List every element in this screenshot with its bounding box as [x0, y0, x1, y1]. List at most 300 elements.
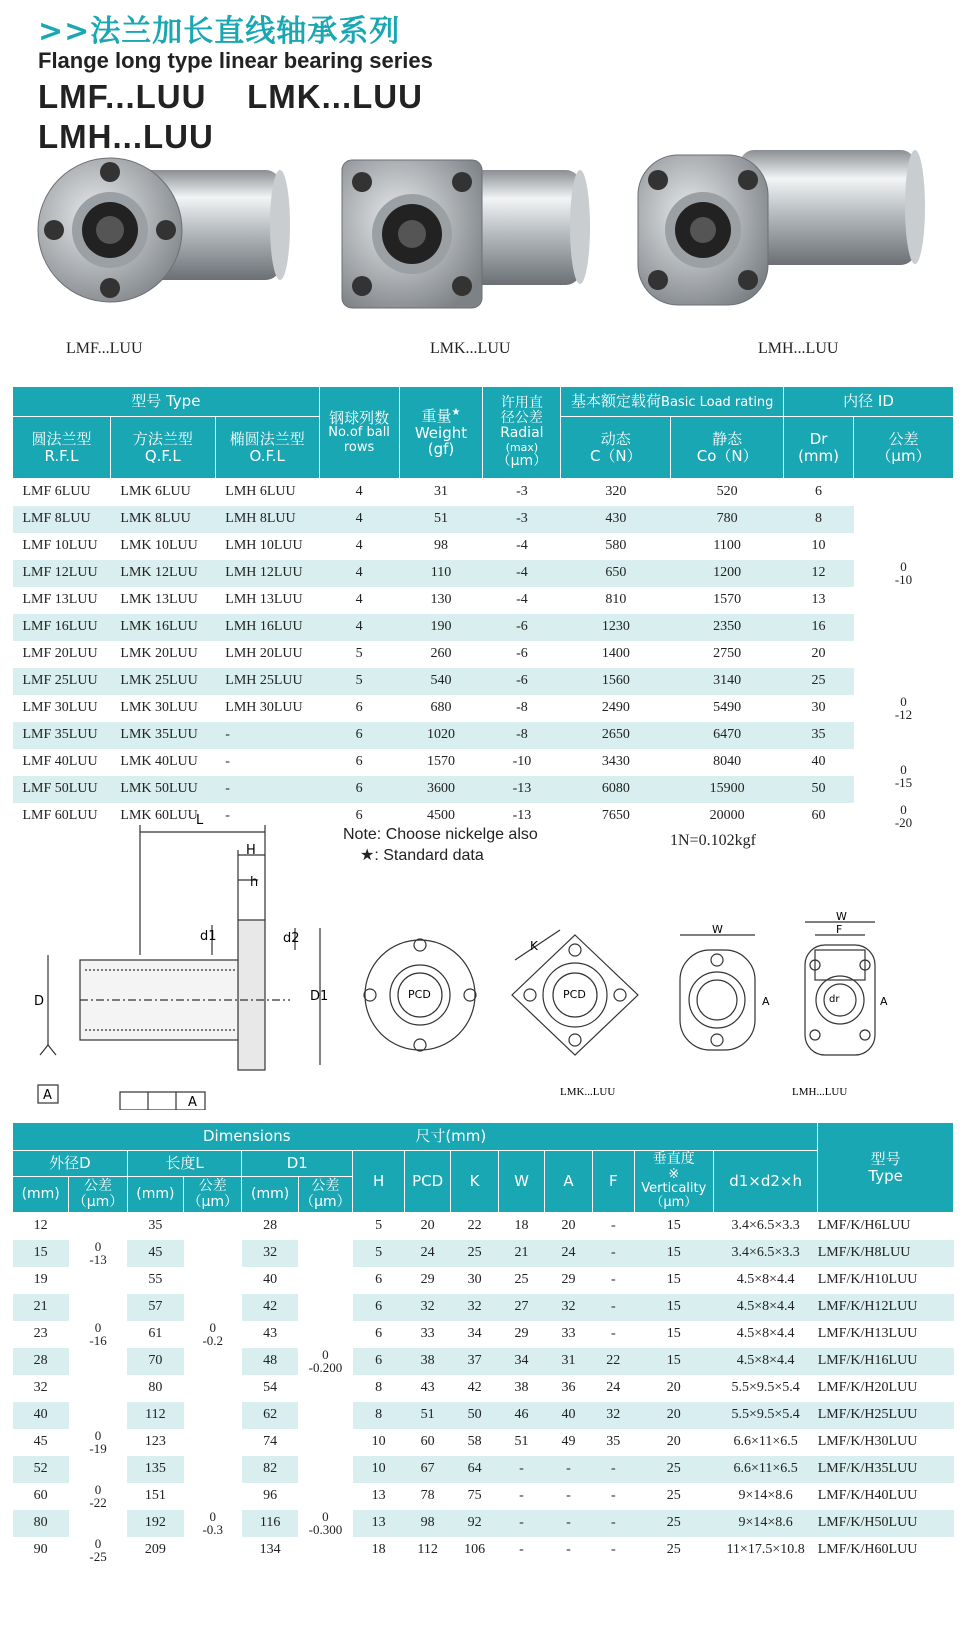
table-cell: 192 [127, 1510, 183, 1537]
dim-D: D [34, 994, 45, 1009]
table-cell: -13 [512, 808, 532, 823]
table-cell: - [610, 1326, 616, 1341]
table-cell: LMF/K/H35LUU [818, 1456, 954, 1483]
header-outer-dia: 外径D [13, 1151, 128, 1177]
table-cell: 51 [514, 1434, 529, 1449]
table-cell: 2490 [601, 700, 630, 715]
tolerance-cell [184, 1240, 242, 1267]
table-cell: 6 [355, 700, 363, 715]
table-cell: 29 [514, 1326, 529, 1341]
header-K: K [451, 1151, 499, 1213]
table-cell: LMF 12LUU [13, 560, 111, 587]
tolerance-cell [69, 1294, 127, 1321]
table-cell: 9×14×8.6 [738, 1488, 793, 1503]
table-cell: 24 [606, 1380, 621, 1395]
table-cell: LMK 16LUU [110, 614, 215, 641]
table-cell: 13 [811, 592, 826, 607]
lmf-product-image [30, 150, 290, 330]
dim-H: H [246, 843, 256, 858]
header-dimensions: Dimensions 尺寸(mm) [13, 1123, 818, 1151]
table-cell: 112 [127, 1402, 183, 1429]
table-cell: 37 [451, 1348, 499, 1375]
tolerance-cell: 0 -13 [69, 1240, 127, 1267]
table-cell: 24 [544, 1240, 592, 1267]
table-cell: 27 [499, 1294, 545, 1321]
table-cell: LMH 16LUU [215, 614, 319, 641]
table-cell: 32 [451, 1294, 499, 1321]
table-cell: - [519, 1488, 524, 1503]
table-cell: - [610, 1272, 616, 1287]
tolerance-cell [184, 1429, 242, 1456]
table-cell: 6470 [671, 722, 784, 749]
table-cell: - [610, 1488, 616, 1503]
table-cell: 1570 [713, 592, 742, 607]
table-cell: 6 [319, 722, 399, 749]
table-cell: 31 [433, 484, 448, 500]
table-cell: LMF/K/H12LUU [818, 1294, 954, 1321]
header-PCD: PCD [405, 1151, 451, 1213]
table-cell: 61 [148, 1326, 163, 1341]
header-d1-tol: 公差 （μm） [298, 1177, 352, 1213]
table-cell: 106 [464, 1542, 486, 1557]
table-cell: 60 [420, 1434, 435, 1449]
table-cell: 2750 [713, 646, 742, 661]
table-cell: LMK 8LUU [110, 506, 215, 533]
table-cell: 35 [148, 1218, 163, 1234]
table-cell: LMK 25LUU [110, 668, 215, 695]
table-cell: - [519, 1542, 524, 1557]
header-W: W [499, 1151, 545, 1213]
table-cell: 4 [319, 614, 399, 641]
table-cell: 4.5×8×4.4 [713, 1348, 817, 1375]
table-cell: 50 [784, 776, 854, 803]
datum-A-frame: A [188, 1095, 197, 1110]
tolerance-cell [298, 1456, 352, 1483]
table-cell: - [225, 754, 230, 769]
table-cell: 1400 [601, 646, 630, 661]
table-cell: LMF/K/H60LUU [817, 1542, 918, 1557]
table-cell: 55 [148, 1272, 163, 1287]
header-static: 静态 Co（N） [671, 417, 784, 479]
table-cell: 6 [375, 1326, 383, 1341]
table-cell: 116 [242, 1510, 298, 1537]
table-cell: 45 [127, 1240, 183, 1267]
table-cell: 22 [467, 1218, 482, 1234]
tolerance-cell [184, 1456, 242, 1483]
table-cell: 60 [33, 1488, 48, 1503]
table-cell: 13 [371, 1488, 386, 1503]
table-row [13, 1321, 954, 1348]
table-row [13, 695, 954, 722]
dim-A-side: A [880, 995, 888, 1008]
dim-h: h [250, 875, 259, 890]
table-cell: 2350 [671, 614, 784, 641]
caption-lmk: LMK...LUU [430, 340, 511, 357]
table-cell: -4 [483, 560, 561, 587]
table-cell: 18 [371, 1542, 386, 1557]
table-row [13, 506, 954, 533]
table-cell: 21 [499, 1240, 545, 1267]
dim-d1: d1 [200, 929, 217, 944]
table-cell: 10 [353, 1456, 405, 1483]
table-cell: LMF/K/H10LUU [817, 1272, 918, 1287]
table-cell: LMF/K/H50LUU [818, 1510, 954, 1537]
table-cell: 2650 [561, 722, 671, 749]
table-cell: 75 [467, 1488, 482, 1503]
tolerance-cell [298, 1402, 352, 1429]
header-type-2: 型号 Type [818, 1123, 954, 1213]
table-cell: LMK 60LUU [120, 808, 198, 823]
tolerance-cell: 0 -0.2 [184, 1321, 242, 1348]
table-cell: 7650 [601, 808, 630, 823]
table-cell: 82 [242, 1456, 298, 1483]
table-cell: 110 [399, 560, 483, 587]
table-cell: LMH 20LUU [225, 646, 303, 661]
tolerance-cell: 0 -0.200 [298, 1348, 352, 1375]
table-cell: 32 [405, 1294, 451, 1321]
tolerance-cell: 0 -20 [894, 802, 913, 830]
table-cell: 4 [319, 506, 399, 533]
table-cell: 50 [451, 1402, 499, 1429]
table-cell: 60 [811, 808, 826, 823]
table-cell: 43 [263, 1326, 278, 1341]
table-cell: - [544, 1510, 592, 1537]
pcd-label-square: PCD [563, 988, 586, 1001]
table-cell: 78 [420, 1488, 435, 1503]
table-cell: 25 [666, 1542, 681, 1557]
table-cell: 57 [127, 1294, 183, 1321]
table-cell: 16 [784, 614, 854, 641]
table-row [13, 587, 954, 614]
table-cell: 33 [420, 1326, 435, 1341]
table-cell: 190 [399, 614, 483, 641]
header-verticality: 垂直度 ※ Verticality （μm） [634, 1151, 713, 1213]
table-cell: LMF/K/H13LUU [817, 1326, 918, 1341]
header-od-tol: 公差 （μm） [69, 1177, 127, 1213]
table-cell: 4.5×8×4.4 [713, 1294, 817, 1321]
table-cell: 20 [420, 1218, 435, 1234]
table-cell: - [215, 776, 319, 803]
table-cell: 12 [33, 1218, 48, 1234]
tolerance-cell [298, 1537, 352, 1564]
table-cell: 32 [242, 1240, 298, 1267]
table-cell: 6 [353, 1294, 405, 1321]
table-row [13, 533, 954, 560]
table-cell: 58 [467, 1434, 482, 1449]
table-cell: 5 [355, 646, 363, 661]
table-row [13, 1294, 954, 1321]
lmk-product-image [330, 150, 590, 330]
tolerance-cell: 0 -0.3 [184, 1510, 242, 1537]
table-cell: - [592, 1294, 634, 1321]
table-cell: 13 [353, 1510, 405, 1537]
table-cell: 32 [33, 1380, 48, 1395]
table-cell: 5.5×9.5×5.4 [731, 1380, 800, 1395]
table-cell: 4.5×8×4.4 [736, 1272, 795, 1287]
table-cell: 24 [405, 1240, 451, 1267]
table-cell: 51 [405, 1402, 451, 1429]
tolerance-cell [69, 1267, 127, 1294]
table-cell: 4.5×8×4.4 [736, 1326, 795, 1341]
table-cell: LMF 8LUU [13, 506, 111, 533]
tolerance-cell [298, 1213, 352, 1240]
table-row [13, 1402, 954, 1429]
tolerance-cell [184, 1267, 242, 1294]
table-cell: - [499, 1456, 545, 1483]
table-cell: 20 [561, 1218, 576, 1234]
table-cell: 10 [811, 538, 826, 553]
table-cell: - [592, 1510, 634, 1537]
table-cell: 42 [242, 1294, 298, 1321]
dim-W-front: W [712, 923, 723, 936]
table-cell: 6 [375, 1272, 383, 1287]
header-H: H [353, 1151, 405, 1213]
table-cell: 15 [666, 1218, 681, 1234]
table-cell: LMH 13LUU [225, 592, 303, 607]
table-cell: LMF/K/H16LUU [818, 1348, 954, 1375]
table-cell: 135 [127, 1456, 183, 1483]
header-radial: 许用直 径公差 Radial (max) （μm） [483, 387, 561, 479]
table-cell: - [610, 1218, 616, 1234]
table-cell: LMK 6LUU [120, 484, 191, 500]
table-row [13, 1456, 954, 1483]
dimensions-table [12, 1122, 954, 1564]
table-cell: 25 [634, 1456, 713, 1483]
table-cell: 28 [263, 1218, 278, 1234]
tolerance-cell: 0 -25 [69, 1537, 127, 1564]
table-cell: 430 [561, 506, 671, 533]
tolerance-cell [69, 1456, 127, 1483]
header-len-tol: 公差 （μm） [184, 1177, 242, 1213]
table-cell: LMK 35LUU [110, 722, 215, 749]
table-cell: 6 [355, 808, 363, 823]
header-rfl: 圆法兰型 R.F.L [13, 417, 111, 479]
caption-lmf: LMF...LUU [66, 340, 143, 357]
table-cell: - [566, 1488, 571, 1503]
table-cell: LMF 50LUU [13, 776, 111, 803]
header-tolerance: 公差 （μm） [854, 417, 954, 479]
table-cell: 74 [263, 1434, 278, 1449]
table-cell: 25 [666, 1488, 681, 1503]
table-cell: 52 [13, 1456, 69, 1483]
table-cell: - [499, 1510, 545, 1537]
table-cell: 6080 [561, 776, 671, 803]
table-cell: LMK 10LUU [120, 538, 198, 553]
header-id: 内径 ID [784, 387, 954, 417]
table-cell: 3600 [399, 776, 483, 803]
table-cell: 1560 [561, 668, 671, 695]
table-cell: LMK 30LUU [120, 700, 198, 715]
tolerance-cell [298, 1375, 352, 1402]
header-d1: D1 [242, 1151, 353, 1177]
table-cell: 80 [13, 1510, 69, 1537]
table-cell: 780 [671, 506, 784, 533]
table-cell: LMF 16LUU [13, 614, 111, 641]
table-cell: 1570 [426, 754, 455, 769]
tolerance-cell [298, 1240, 352, 1267]
tolerance-cell [69, 1402, 127, 1429]
table-cell: 62 [242, 1402, 298, 1429]
tolerance-cell: 0 -22 [69, 1483, 127, 1510]
table-cell: 35 [784, 722, 854, 749]
tolerance-cell [184, 1537, 242, 1564]
tolerance-cell [69, 1213, 127, 1240]
table-cell: 4 [355, 484, 363, 500]
table-cell: 6.6×11×6.5 [733, 1434, 798, 1449]
dim-d2: d2 [283, 931, 300, 946]
header-od-mm: (mm) [13, 1177, 69, 1213]
note-line2: ★: Standard data [360, 847, 484, 864]
table-cell: 40 [263, 1272, 278, 1287]
table-cell: -6 [483, 668, 561, 695]
table-cell: 43 [420, 1380, 435, 1395]
table-cell: 35 [606, 1434, 621, 1449]
table-cell: 8 [784, 506, 854, 533]
table-cell: 48 [242, 1348, 298, 1375]
dim-D1: D1 [310, 989, 329, 1004]
tolerance-cell [184, 1213, 242, 1240]
table-row [13, 1240, 954, 1267]
table-cell: 34 [499, 1348, 545, 1375]
model-series-line1: LMF...LUU LMK...LUU [38, 78, 423, 115]
tolerance-cell: 0 -16 [69, 1321, 127, 1348]
model-series-line2: LMH...LUU [38, 118, 214, 155]
table-cell: LMK 40LUU [120, 754, 198, 769]
tolerance-cell [184, 1375, 242, 1402]
table-row [13, 1267, 954, 1294]
table-cell: 40 [544, 1402, 592, 1429]
pcd-label-round: PCD [408, 988, 431, 1001]
tolerance-cell [298, 1321, 352, 1348]
table-cell: LMF/K/H40LUU [817, 1488, 918, 1503]
table-cell: 12 [784, 560, 854, 587]
table-cell: LMH 30LUU [225, 700, 303, 715]
table-cell: 25 [634, 1510, 713, 1537]
table-cell: 5 [375, 1218, 383, 1234]
table-cell: 15 [634, 1240, 713, 1267]
lmh-product-image [630, 140, 930, 320]
table-cell: LMK 13LUU [120, 592, 198, 607]
table-cell: 21 [13, 1294, 69, 1321]
header-dr: Dr (mm) [784, 417, 854, 479]
table-cell: 25 [784, 668, 854, 695]
tolerance-cell [69, 1375, 127, 1402]
header-length: 长度L [127, 1151, 242, 1177]
table-cell: 42 [467, 1380, 482, 1395]
table-cell: -13 [483, 776, 561, 803]
table-row [13, 776, 954, 803]
specs-table [12, 386, 954, 830]
table-cell: 80 [148, 1380, 163, 1395]
table-cell: 6 [815, 484, 823, 500]
table-cell: 5 [319, 668, 399, 695]
table-cell: 8 [353, 1402, 405, 1429]
table-row [13, 668, 954, 695]
tolerance-cell: 0 -19 [69, 1429, 127, 1456]
tolerance-cell: 0 -15 [894, 761, 913, 790]
table-cell: 520 [716, 484, 738, 500]
tolerance-cell [298, 1267, 352, 1294]
table-cell: LMK 12LUU [110, 560, 215, 587]
table-cell: 38 [514, 1380, 529, 1395]
table-cell: 29 [561, 1272, 576, 1287]
table-cell: 40 [13, 1402, 69, 1429]
table-cell: - [566, 1542, 571, 1557]
table-cell: 34 [467, 1326, 482, 1341]
header-type: 型号 Type [13, 387, 320, 417]
table-cell: 28 [13, 1348, 69, 1375]
table-row [13, 641, 954, 668]
header-qfl: 方法兰型 Q.F.L [110, 417, 215, 479]
table-cell: 8040 [713, 754, 742, 769]
datum-A: A [43, 1088, 52, 1103]
table-cell: 30 [811, 700, 826, 715]
table-cell: 51 [399, 506, 483, 533]
table-cell: LMH 12LUU [215, 560, 319, 587]
table-cell: 5 [353, 1240, 405, 1267]
table-cell: -8 [483, 722, 561, 749]
drawing-caption-lmh: LMH...LUU [792, 1086, 848, 1098]
table-row [13, 614, 954, 641]
tolerance-cell [298, 1294, 352, 1321]
table-cell: - [610, 1542, 616, 1557]
table-cell: 15 [634, 1348, 713, 1375]
table-cell: - [592, 1240, 634, 1267]
table-cell: 112 [417, 1542, 438, 1557]
table-cell: -8 [516, 700, 528, 715]
title-english: Flange long type linear bearing series [38, 48, 433, 73]
table-cell: 6 [353, 1348, 405, 1375]
table-cell: 33 [561, 1326, 576, 1341]
table-cell: 3.4×6.5×3.3 [731, 1218, 800, 1234]
table-cell: LMK 20LUU [120, 646, 198, 661]
header-ball-rows: 钢球列数 No.of ball rows [319, 387, 399, 479]
table-cell: 9×14×8.6 [713, 1510, 817, 1537]
table-cell: 320 [605, 484, 627, 500]
table-cell: 15 [13, 1240, 69, 1267]
table-cell: 5490 [713, 700, 742, 715]
table-cell: 15 [666, 1272, 681, 1287]
table-cell: LMF 20LUU [22, 646, 98, 661]
table-cell: LMH 8LUU [215, 506, 319, 533]
table-cell: 18 [514, 1218, 529, 1234]
table-cell: 3.4×6.5×3.3 [713, 1240, 817, 1267]
tolerance-cell: 0 -10 [894, 559, 913, 588]
header-len-mm: (mm) [127, 1177, 183, 1213]
table-row [13, 560, 954, 587]
table-cell: LMF 40LUU [22, 754, 98, 769]
table-cell: LMF 60LUU [22, 808, 98, 823]
table-row [13, 1213, 954, 1240]
tolerance-cell [69, 1348, 127, 1375]
table-cell: 1200 [671, 560, 784, 587]
table-cell: 32 [592, 1402, 634, 1429]
header-load: 基本额定载荷Basic Load rating [561, 387, 784, 417]
table-row [13, 479, 954, 506]
tolerance-cell [298, 1429, 352, 1456]
table-cell: 40 [811, 754, 826, 769]
dim-K: K [530, 939, 538, 953]
table-cell: LMH 6LUU [225, 484, 296, 500]
table-cell: LMF 25LUU [13, 668, 111, 695]
drawing-caption-lmk: LMK...LUU [560, 1086, 616, 1098]
dim-A-front: A [762, 995, 770, 1008]
table-cell: LMF/K/H20LUU [817, 1380, 918, 1395]
table-row [13, 1483, 954, 1510]
note-line1: Note: Choose nickelge also [343, 826, 538, 843]
table-cell: 31 [544, 1348, 592, 1375]
table-cell: 1100 [713, 538, 741, 553]
